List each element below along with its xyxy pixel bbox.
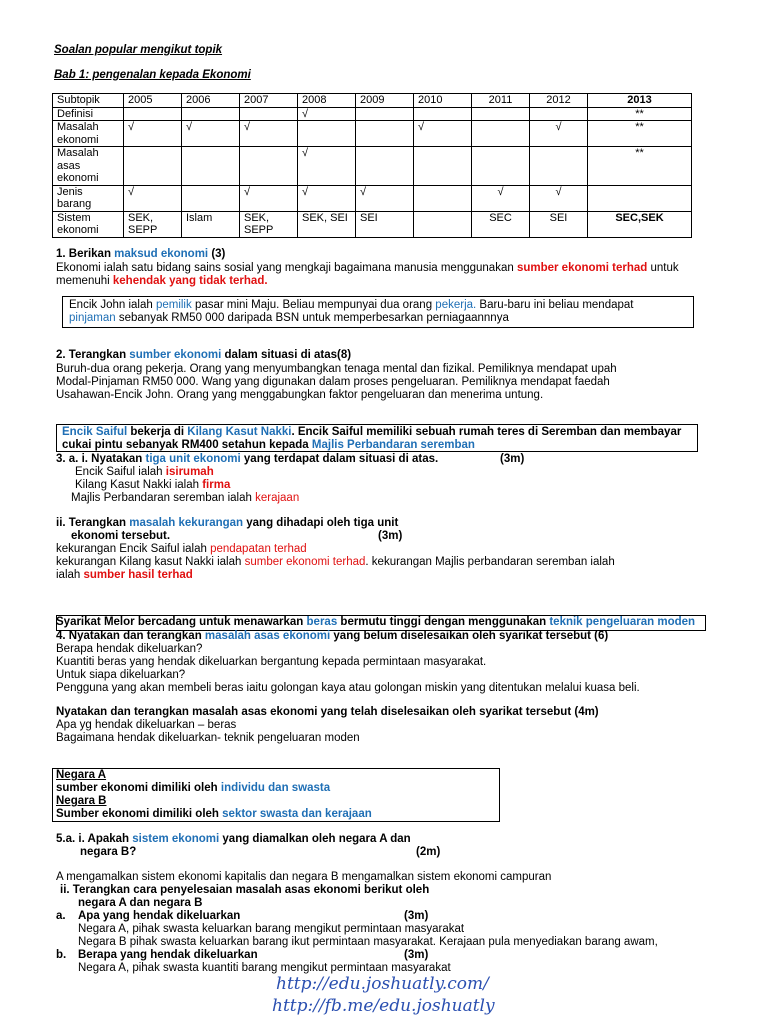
footer-url-1[interactable]: http://edu.joshuatly.com/ [276,974,489,994]
q3-marks-2: (3m) [378,530,403,542]
case-box-2-line [62,426,681,439]
case-key: teknik pengeluaran moden [549,616,696,628]
q3-subtitle [56,517,398,530]
q5-title-text: 5.a. i. Apakah [56,833,133,845]
table-cell: Definisi [53,107,124,121]
q5-title-text: yang diamalkan oleh negara A dan [219,833,411,845]
case-box-1-line [69,299,634,312]
table-cell: Sistem ekonomi [53,211,124,237]
q4-title-text: yang belum diselesaikan oleh syarikat tersebut (6) [330,630,609,642]
q1-key: kehendak yang tidak terhad. [112,275,268,287]
q3-key: sumber hasil terhad [83,569,193,581]
q5-answer-line: Negara A, pihak swasta kuantiti barang mengikut permintaan masyarakat [78,962,451,974]
q3-answer-line [56,569,193,582]
table-cell: √ [124,185,182,211]
case-text: Sumber ekonomi dimiliki oleh [56,808,223,820]
table-cell: √ [240,185,298,211]
q2-answer-line: Usahawan-Encik John. Orang yang menggabungkan faktor pengeluaran dan menerima untung. [56,389,544,401]
table-cell [472,121,530,147]
case-text: bekerja di [127,426,188,438]
table-cell [472,147,530,186]
q1-answer-line [56,262,679,275]
q3-title-text: ii. Terangkan [56,517,130,529]
q4-answer-line: Kuantiti beras yang hendak dikeluarkan bergantung kepada permintaan masyarakat. [56,656,487,668]
q5-answer-line: Negara A, pihak swasta keluarkan barang mengikut permintaan masyarakat [78,923,465,935]
q4-subtitle: Nyatakan dan terangkan masalah asas ekonomi yang telah diselesaikan oleh syarikat tersebut (4m) [56,706,599,718]
q3-key: kerajaan [255,492,300,504]
case-text: sumber ekonomi dimiliki oleh [56,782,221,794]
q4-answer-line: Pengguna yang akan membeli beras iaitu golongan kaya atau golongan miskin yang ditentukan melalui kuasa beli. [56,682,640,694]
q1-text: Ekonomi ialah satu bidang sains sosial yang mengkaji bagaimana manusia menggunakan [56,262,517,274]
q4-title-key: masalah asas ekonomi [204,630,331,642]
table-row [53,107,692,121]
table-cell [182,107,240,121]
table-cell: Masalah asas ekonomi [53,147,124,186]
q1-answer-line [56,275,268,288]
case-key: pemilik [155,299,192,311]
q4-answer-line: Berapa hendak dikeluarkan? [56,643,203,655]
q3-answer-line [71,492,299,505]
q3-key: firma [202,479,231,491]
table-header: 2013 [588,94,692,108]
table-header: 2011 [472,94,530,108]
table-cell [530,147,588,186]
table-cell: SEK, SEPP [124,211,182,237]
q1-title-text: 1. Berikan [56,248,115,260]
table-cell: √ [240,121,298,147]
table-cell [124,107,182,121]
table-cell: SEK, SEPP [240,211,298,237]
q2-title-key: sumber ekonomi [129,349,222,361]
q1-title-marks: (3) [208,248,226,260]
table-header: Subtopik [53,94,124,108]
q3-key: pendapatan terhad [210,543,307,555]
case-key: Encik Saiful [62,426,128,438]
table-cell [414,211,472,237]
negara-b-label: Negara B [56,795,107,807]
chapter-title: Bab 1: pengenalan kepada Ekonomi [54,69,251,81]
table-header: 2012 [530,94,588,108]
case-text: Encik John ialah [69,299,156,311]
q5-b-label: b. [56,949,67,961]
case-text: cukai pintu sebanyak RM400 setahun kepada [62,439,312,451]
q1-text: memenuhi [56,275,113,287]
q4-title-text: 4. Nyatakan dan terangkan [56,630,205,642]
table-header: 2007 [240,94,298,108]
table-cell [356,107,414,121]
table-cell [240,107,298,121]
table-cell [414,147,472,186]
case-key: Kilang Kasut Nakki [187,426,292,438]
table-cell: ** [588,107,692,121]
q5-title [56,833,411,846]
table-cell: √ [530,185,588,211]
q3-text: Encik Saiful ialah [75,466,166,478]
topic-table [52,93,692,238]
case-text: pasar mini Maju. Beliau mempunyai dua orang [191,299,436,311]
q3-text: . kekurangan Majlis perbandaran seremban ialah [365,556,615,568]
q3-text: ialah [56,569,84,581]
table-cell [356,147,414,186]
table-cell: Islam [182,211,240,237]
table-cell: √ [298,185,356,211]
q1-key: sumber ekonomi terhad [516,262,648,274]
q3-key: isirumah [165,466,214,478]
q5-subtitle: ii. Terangkan cara penyelesaian masalah asas ekonomi berikut oleh [60,884,430,896]
table-cell: √ [298,107,356,121]
page-title: Soalan popular mengikut topik [54,44,223,56]
table-header: 2008 [298,94,356,108]
table-cell: SEC,SEK [588,211,692,237]
table-header: 2005 [124,94,182,108]
q3-subtitle-2: ekonomi tersebut. [71,530,171,542]
table-cell: √ [182,121,240,147]
case-box-2-line [62,439,475,452]
table-cell [588,185,692,211]
table-cell [414,107,472,121]
table-cell: Jenis barang [53,185,124,211]
q3-marks: (3m) [500,453,525,465]
q2-title-marks: dalam situasi di atas(8) [221,349,352,361]
q3-answer-line [75,466,214,479]
q3-title [56,453,438,466]
table-cell: √ [530,121,588,147]
table-cell: SEK, SEI [298,211,356,237]
table-cell: Masalah ekonomi [53,121,124,147]
case-key: pekerja. [435,299,477,311]
table-cell [298,121,356,147]
q3-key: sumber ekonomi terhad [244,556,366,568]
case-key: sektor swasta dan kerajaan [222,808,372,820]
q1-title [56,248,225,261]
q5-a-marks: (3m) [404,910,429,922]
q4-title [56,630,608,643]
q5-title-2: negara B? [80,846,137,858]
q5-answer-line: A mengamalkan sistem ekonomi kapitalis dan negara B mengamalkan sistem ekonomi campuran [56,871,552,883]
q4-answer-line: Bagaimana hendak dikeluarkan- teknik pengeluaran moden [56,732,360,744]
case-box-1-line [69,312,509,325]
table-row [53,185,692,211]
q3-text: Kilang Kasut Nakki ialah [75,479,203,491]
q3-answer-line [56,543,307,556]
q3-text: kekurangan Kilang kasut Nakki ialah [56,556,245,568]
q3-text: kekurangan Encik Saiful ialah [56,543,211,555]
table-header: 2010 [414,94,472,108]
q2-title-text: 2. Terangkan [56,349,130,361]
table-row [53,121,692,147]
q5-a-title: Apa yang hendak dikeluarkan [78,910,241,922]
case-text: Syarikat Melor bercadang untuk menawarkan [56,616,307,628]
q3-title-text: yang dihadapi oleh tiga unit [243,517,399,529]
q4-answer-line: Apa yg hendak dikeluarkan – beras [56,719,237,731]
table-header: 2006 [182,94,240,108]
negara-b-text [56,808,372,821]
case-key: beras [306,616,338,628]
q5-marks: (2m) [416,846,441,858]
table-cell: √ [298,147,356,186]
footer-url-2[interactable]: http://fb.me/edu.joshuatly [272,996,495,1016]
case-text: bermutu tinggi dengan menggunakan [337,616,550,628]
q5-subtitle-2: negara A dan negara B [78,897,203,909]
q2-title [56,349,351,362]
table-cell: √ [472,185,530,211]
table-cell: SEI [356,211,414,237]
q3-text: Majlis Perbandaran seremban ialah [71,492,256,504]
case-key: Majlis Perbandaran seremban [311,439,475,451]
table-header-row [53,94,692,108]
q1-text: untuk [647,262,679,274]
q5-answer-line: Negara B pihak swasta keluarkan barang ikut permintaan masyarakat. Kerajaan pula menyediakan barang awam, [78,936,658,948]
q3-title-key: masalah kekurangan [129,517,244,529]
table-cell [182,185,240,211]
case-key: pinjaman [69,312,116,324]
q3-title-text: yang terdapat dalam situasi di atas. [240,453,439,465]
table-header: 2009 [356,94,414,108]
table-cell [472,107,530,121]
q2-answer-line: Buruh-dua orang pekerja. Orang yang menyumbangkan tenaga mental dan fizikal. Pemiliknya mendapat upah [56,363,617,375]
q3-title-text: 3. a. i. Nyatakan [56,453,146,465]
q3-answer-line [75,479,230,492]
table-cell [530,107,588,121]
q1-title-key: maksud ekonomi [114,248,209,260]
table-cell [414,185,472,211]
negara-a-text [56,782,330,795]
q5-a-label: a. [56,910,66,922]
case-text: . Encik Saiful memiliki sebuah rumah teres di Seremban dan membayar [291,426,682,438]
q3-title-key: tiga unit ekonomi [145,453,241,465]
q5-b-title: Berapa yang hendak dikeluarkan [78,949,258,961]
q3-answer-line [56,556,615,569]
q2-answer-line: Modal-Pinjaman RM50 000. Wang yang digunakan dalam proses pengeluaran. Pemiliknya mendapat faedah [56,376,610,388]
table-cell: SEI [530,211,588,237]
table-cell: √ [356,185,414,211]
q5-title-key: sistem ekonomi [132,833,220,845]
table-cell [240,147,298,186]
q4-answer-line: Untuk siapa dikeluarkan? [56,669,186,681]
case-box-3-line [56,616,695,629]
table-cell: √ [414,121,472,147]
table-cell: ** [588,147,692,186]
case-text: Baru-baru ini beliau mendapat [476,299,634,311]
table-row [53,147,692,186]
table-row [53,211,692,237]
table-cell: ** [588,121,692,147]
table-cell: SEC [472,211,530,237]
case-text: sebanyak RM50 000 daripada BSN untuk memperbesarkan perniagaannnya [115,312,509,324]
q5-b-marks: (3m) [404,949,429,961]
table-cell [356,121,414,147]
table-cell [124,147,182,186]
table-cell: √ [124,121,182,147]
case-key: individu dan swasta [220,782,331,794]
table-cell [182,147,240,186]
negara-a-label: Negara A [56,769,107,781]
